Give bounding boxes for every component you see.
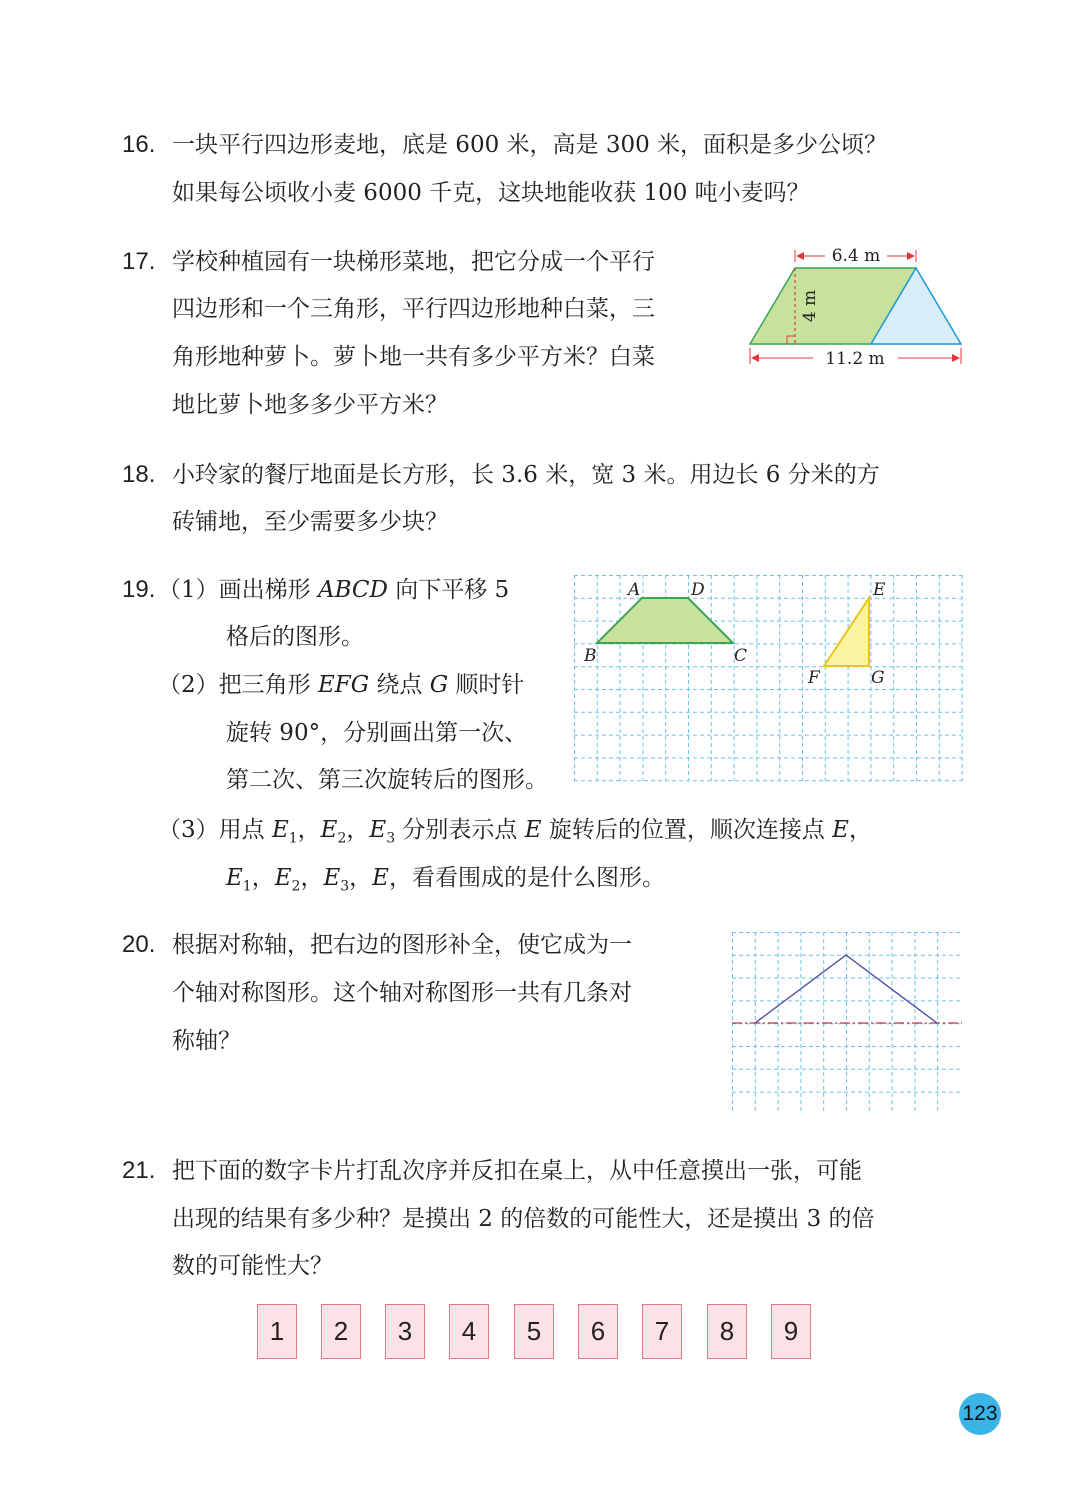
problem-17-number: 17. [122, 248, 156, 275]
problem-18-line-1: 小玲家的餐厅地面是长方形，长 3.6 米，宽 3 米。用边长 6 分米的方 [172, 462, 880, 488]
number-card-2: 2 [321, 1304, 361, 1359]
label-d: D [691, 580, 705, 600]
problem-19-part1-line-2: 格后的图形。 [226, 624, 364, 650]
problem-19-part3-line-2: $E_1$，$E_2$，$E_3$，E，看看围成的是什么图形。 [226, 865, 665, 895]
problem-20-line-2: 个轴对称图形。这个轴对称图形一共有几条对 [172, 980, 632, 1006]
number-card-4: 4 [449, 1304, 489, 1359]
problem-20-line-3: 称轴？ [172, 1028, 241, 1054]
problem-17-line-4: 地比萝卜地多多少平方米？ [172, 392, 448, 418]
height-label: 4 m [800, 289, 820, 323]
problem-19-part2-line-2: 旋转 90°，分别画出第一次、 [226, 720, 528, 746]
number-card-8: 8 [707, 1304, 747, 1359]
problem-19-part2-line-3: 第二次、第三次旋转后的图形。 [226, 767, 548, 793]
problem-21-line-1: 把下面的数字卡片打乱次序并反扣在桌上，从中任意摸出一张，可能 [172, 1158, 862, 1184]
problem-16-line-2: 如果每公顷收小麦 6000 千克，这块地能收获 100 吨小麦吗？ [172, 180, 810, 206]
label-g: G [871, 668, 885, 688]
trapezoid-abcd [597, 598, 733, 643]
top-length-label: 6.4 m [831, 246, 881, 266]
problem-19-part3: （3）用点 $E_1$，$E_2$，$E_3$ 分别表示点 E 旋转后的位置，顺次连接点 E， [158, 817, 872, 847]
number-card-3: 3 [385, 1304, 425, 1359]
number-card-5: 5 [514, 1304, 554, 1359]
problem-19-part2: （2）把三角形 EFG 绕点 G 顺时针 [158, 672, 525, 698]
label-f: F [808, 668, 820, 688]
part1-label: （1） [158, 577, 219, 603]
trapezoid-figure [745, 240, 967, 368]
label-c: C [734, 646, 748, 666]
number-card-1: 1 [257, 1304, 297, 1359]
problem-21-line-2: 出现的结果有多少种？是摸出 2 的倍数的可能性大，还是摸出 3 的倍 [172, 1206, 875, 1232]
bottom-length-label: 11.2 m [825, 349, 885, 368]
problem-19-number: 19. [122, 576, 156, 603]
problem-18-number: 18. [122, 461, 156, 488]
part2-label: （2） [158, 672, 219, 698]
problem-16-line-1: 一块平行四边形麦地，底是 600 米，高是 300 米，面积是多少公顷？ [172, 132, 888, 158]
problem-18-line-2: 砖铺地，至少需要多少块？ [172, 509, 448, 535]
transformation-grid [574, 575, 964, 783]
problem-17-line-3: 角形地种萝卜。萝卜地一共有多少平方米？白菜 [172, 344, 655, 370]
triangle-efg [824, 598, 869, 666]
part3-label: （3） [158, 817, 219, 843]
label-b: B [584, 646, 597, 666]
number-card-9: 9 [771, 1304, 811, 1359]
problem-20-number: 20. [122, 931, 156, 958]
problem-16-number: 16. [122, 131, 156, 158]
number-card-7: 7 [642, 1304, 682, 1359]
number-card-6: 6 [578, 1304, 618, 1359]
page-number-badge: 123 [959, 1393, 1001, 1435]
label-e: E [873, 580, 886, 600]
problem-17-line-1: 学校种植园有一块梯形菜地，把它分成一个平行 [172, 249, 655, 275]
label-a: A [628, 580, 641, 600]
problem-21-line-3: 数的可能性大？ [172, 1253, 333, 1279]
symmetry-grid [732, 932, 962, 1116]
problem-20-line-1: 根据对称轴，把右边的图形补全，使它成为一 [172, 932, 632, 958]
problem-21-number: 21. [122, 1157, 156, 1184]
problem-19-part1: （1）画出梯形 ABCD 向下平移 5 [158, 577, 510, 603]
problem-17-line-2: 四边形和一个三角形，平行四边形地种白菜，三 [172, 296, 655, 322]
